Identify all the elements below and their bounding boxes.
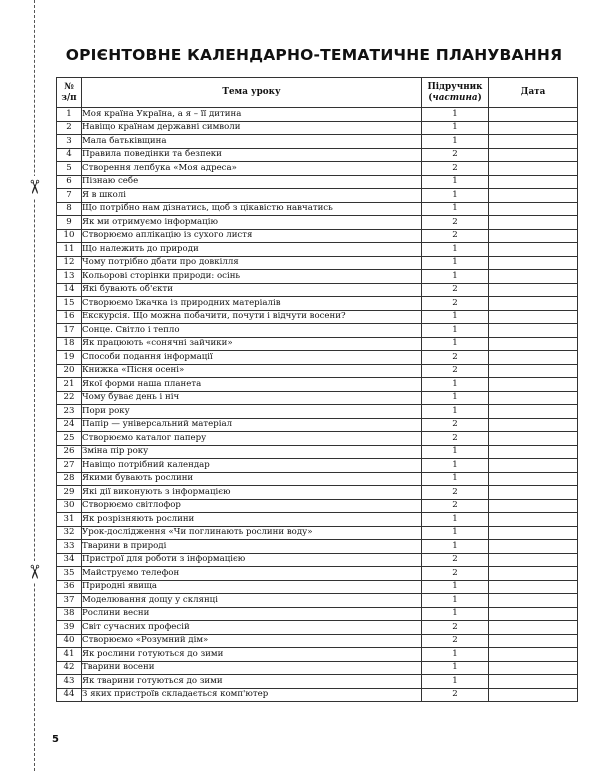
row-textbook-part: 1 (422, 189, 489, 203)
table-row (57, 432, 578, 446)
row-topic: Мала батьківщина (82, 135, 422, 149)
row-date (489, 364, 578, 378)
row-date (489, 324, 578, 338)
row-textbook-part: 2 (422, 297, 489, 311)
row-date (489, 540, 578, 554)
row-date (489, 661, 578, 675)
row-date (489, 580, 578, 594)
row-textbook-part: 1 (422, 310, 489, 324)
row-textbook-part: 1 (422, 661, 489, 675)
row-topic: Пори року (82, 405, 422, 419)
row-date (489, 567, 578, 581)
row-topic: Створюємо світлофор (82, 499, 422, 513)
row-date (489, 216, 578, 230)
row-date (489, 418, 578, 432)
row-textbook-part: 1 (422, 513, 489, 527)
table-row (57, 607, 578, 621)
row-textbook-part: 1 (422, 648, 489, 662)
row-textbook-part: 2 (422, 567, 489, 581)
header-topic: Тема уроку (82, 78, 422, 108)
row-topic: Як рослини готуються до зими (82, 648, 422, 662)
row-textbook-part: 1 (422, 405, 489, 419)
row-date (489, 351, 578, 365)
row-textbook-part: 2 (422, 418, 489, 432)
row-topic: Як ми отримуємо інформацію (82, 216, 422, 230)
row-topic: Створюємо «Розумний дім» (82, 634, 422, 648)
row-number: 26 (57, 445, 82, 459)
row-textbook-part: 1 (422, 270, 489, 284)
row-date (489, 594, 578, 608)
row-topic: Чому буває день і ніч (82, 391, 422, 405)
table-row (57, 189, 578, 203)
row-date (489, 378, 578, 392)
table-row (57, 580, 578, 594)
row-textbook-part: 2 (422, 148, 489, 162)
table-row (57, 648, 578, 662)
row-number: 17 (57, 324, 82, 338)
row-number: 36 (57, 580, 82, 594)
row-textbook-part: 1 (422, 324, 489, 338)
row-topic: Кольорові сторінки природи: осінь (82, 270, 422, 284)
header-number-symbol: № (64, 81, 74, 92)
row-number: 23 (57, 405, 82, 419)
row-textbook-part: 1 (422, 607, 489, 621)
row-topic: Папір — універсальний матеріал (82, 418, 422, 432)
table-row (57, 229, 578, 243)
header-textbook-part: (частина) (428, 92, 482, 103)
table-row (57, 675, 578, 689)
row-topic: Створюємо аплікацію із сухого листя (82, 229, 422, 243)
row-number: 41 (57, 648, 82, 662)
row-textbook-part: 1 (422, 121, 489, 135)
table-row (57, 486, 578, 500)
row-number: 11 (57, 243, 82, 257)
row-number: 32 (57, 526, 82, 540)
row-date (489, 607, 578, 621)
row-textbook-part: 1 (422, 594, 489, 608)
table-row (57, 540, 578, 554)
row-date (489, 270, 578, 284)
row-textbook-part: 2 (422, 553, 489, 567)
page-title: ОРІЄНТОВНЕ КАЛЕНДАРНО-ТЕМАТИЧНЕ ПЛАНУВАННЯ (65, 46, 563, 64)
row-topic: Чому потрібно дбати про довкілля (82, 256, 422, 270)
header-number-abbr: з/п (61, 92, 77, 103)
row-date (489, 553, 578, 567)
row-number: 40 (57, 634, 82, 648)
table-body (57, 108, 578, 702)
row-textbook-part: 1 (422, 135, 489, 149)
table-row (57, 378, 578, 392)
row-date (489, 283, 578, 297)
table-row (57, 472, 578, 486)
row-number: 39 (57, 621, 82, 635)
row-topic: Я в школі (82, 189, 422, 203)
row-number: 14 (57, 283, 82, 297)
table-row (57, 364, 578, 378)
table-row (57, 108, 578, 122)
table-row (57, 634, 578, 648)
table-row (57, 324, 578, 338)
row-textbook-part: 2 (422, 162, 489, 176)
row-topic: Книжка «Пісня осені» (82, 364, 422, 378)
table-row (57, 513, 578, 527)
row-textbook-part: 2 (422, 621, 489, 635)
row-number: 34 (57, 553, 82, 567)
row-date (489, 243, 578, 257)
table-row (57, 135, 578, 149)
row-number: 30 (57, 499, 82, 513)
table-row (57, 553, 578, 567)
row-date (489, 256, 578, 270)
row-number: 21 (57, 378, 82, 392)
header-textbook-label: Підручник (427, 81, 483, 92)
row-number: 22 (57, 391, 82, 405)
row-date (489, 432, 578, 446)
row-topic: Навіщо потрібний календар (82, 459, 422, 473)
row-number: 1 (57, 108, 82, 122)
row-topic: Тварини в природі (82, 540, 422, 554)
row-date (489, 229, 578, 243)
row-number: 24 (57, 418, 82, 432)
table-row (57, 526, 578, 540)
row-date (489, 688, 578, 702)
row-number: 19 (57, 351, 82, 365)
row-topic: Створення лепбука «Моя адреса» (82, 162, 422, 176)
row-number: 10 (57, 229, 82, 243)
row-textbook-part: 1 (422, 391, 489, 405)
row-textbook-part: 1 (422, 445, 489, 459)
row-number: 6 (57, 175, 82, 189)
row-date (489, 162, 578, 176)
row-topic: Екскурсія. Що можна побачити, почути і відчути восени? (82, 310, 422, 324)
row-textbook-part: 2 (422, 486, 489, 500)
row-textbook-part: 2 (422, 499, 489, 513)
row-textbook-part: 2 (422, 351, 489, 365)
row-number: 44 (57, 688, 82, 702)
row-textbook-part: 1 (422, 202, 489, 216)
scissors-icon: ✂ (23, 176, 45, 198)
row-textbook-part: 2 (422, 432, 489, 446)
row-number: 18 (57, 337, 82, 351)
row-number: 35 (57, 567, 82, 581)
header-textbook (422, 78, 489, 108)
row-textbook-part: 1 (422, 675, 489, 689)
row-topic: Які бувають об'єкти (82, 283, 422, 297)
row-topic: Якої форми наша планета (82, 378, 422, 392)
row-topic: Пізнаю себе (82, 175, 422, 189)
row-date (489, 445, 578, 459)
table-row (57, 405, 578, 419)
row-textbook-part: 1 (422, 108, 489, 122)
row-number: 28 (57, 472, 82, 486)
row-date (489, 513, 578, 527)
table-row (57, 594, 578, 608)
row-date (489, 486, 578, 500)
row-date (489, 297, 578, 311)
row-number: 42 (57, 661, 82, 675)
row-number: 2 (57, 121, 82, 135)
row-date (489, 337, 578, 351)
row-topic: З яких пристроїв складається комп'ютер (82, 688, 422, 702)
header-number (57, 78, 82, 108)
row-textbook-part: 2 (422, 216, 489, 230)
row-date (489, 621, 578, 635)
row-number: 7 (57, 189, 82, 203)
table-row (57, 661, 578, 675)
row-date (489, 135, 578, 149)
table-row (57, 688, 578, 702)
row-topic: Створюємо їжачка із природних матеріалів (82, 297, 422, 311)
row-textbook-part: 1 (422, 256, 489, 270)
row-date (489, 202, 578, 216)
table-row (57, 270, 578, 284)
row-number: 33 (57, 540, 82, 554)
row-number: 13 (57, 270, 82, 284)
row-date (489, 148, 578, 162)
row-number: 5 (57, 162, 82, 176)
table-row (57, 499, 578, 513)
row-topic: Якими бувають рослини (82, 472, 422, 486)
row-textbook-part: 2 (422, 364, 489, 378)
row-textbook-part: 1 (422, 459, 489, 473)
row-textbook-part: 2 (422, 229, 489, 243)
row-topic: Сонце. Світло і тепло (82, 324, 422, 338)
row-number: 8 (57, 202, 82, 216)
row-topic: Тварини восени (82, 661, 422, 675)
table-row (57, 621, 578, 635)
table-row (57, 567, 578, 581)
row-textbook-part: 2 (422, 634, 489, 648)
row-textbook-part: 1 (422, 337, 489, 351)
row-number: 29 (57, 486, 82, 500)
page-number: 5 (52, 734, 59, 745)
row-date (489, 459, 578, 473)
row-date (489, 391, 578, 405)
table-row (57, 351, 578, 365)
scissors-icon: ✂ (23, 561, 45, 583)
row-topic: Природні явища (82, 580, 422, 594)
row-topic: Як розрізняють рослини (82, 513, 422, 527)
table-row (57, 216, 578, 230)
row-topic: Зміна пір року (82, 445, 422, 459)
row-date (489, 189, 578, 203)
row-number: 37 (57, 594, 82, 608)
row-number: 27 (57, 459, 82, 473)
table-row (57, 418, 578, 432)
row-topic: Правила поведінки та безпеки (82, 148, 422, 162)
table-row (57, 202, 578, 216)
header-date: Дата (489, 78, 578, 108)
row-topic: Моя країна Україна, а я – її дитина (82, 108, 422, 122)
row-number: 4 (57, 148, 82, 162)
row-topic: Майструємо телефон (82, 567, 422, 581)
row-number: 31 (57, 513, 82, 527)
row-textbook-part: 1 (422, 243, 489, 257)
table-row (57, 175, 578, 189)
cut-line (34, 0, 35, 771)
row-number: 9 (57, 216, 82, 230)
table-row (57, 297, 578, 311)
row-date (489, 405, 578, 419)
row-textbook-part: 1 (422, 526, 489, 540)
row-textbook-part: 1 (422, 540, 489, 554)
table-row (57, 121, 578, 135)
row-number: 25 (57, 432, 82, 446)
table-row (57, 459, 578, 473)
row-textbook-part: 2 (422, 688, 489, 702)
row-date (489, 526, 578, 540)
row-topic: Навіщо країнам державні символи (82, 121, 422, 135)
row-topic: Моделювання дощу у склянці (82, 594, 422, 608)
table-row (57, 310, 578, 324)
row-number: 15 (57, 297, 82, 311)
row-textbook-part: 1 (422, 378, 489, 392)
row-date (489, 472, 578, 486)
row-date (489, 675, 578, 689)
table-row (57, 391, 578, 405)
row-date (489, 310, 578, 324)
row-number: 3 (57, 135, 82, 149)
row-topic: Пристрої для роботи з інформацією (82, 553, 422, 567)
row-topic: Які дії виконують з інформацією (82, 486, 422, 500)
planning-table (56, 77, 578, 702)
row-topic: Створюємо каталог паперу (82, 432, 422, 446)
row-date (489, 648, 578, 662)
table-row (57, 243, 578, 257)
row-date (489, 634, 578, 648)
table-row (57, 337, 578, 351)
row-number: 38 (57, 607, 82, 621)
table-row (57, 283, 578, 297)
row-date (489, 499, 578, 513)
row-topic: Як тварини готуються до зими (82, 675, 422, 689)
row-topic: Як працюють «сонячні зайчики» (82, 337, 422, 351)
row-date (489, 175, 578, 189)
row-topic: Світ сучасних професій (82, 621, 422, 635)
row-number: 20 (57, 364, 82, 378)
row-topic: Урок-дослідження «Чи поглинають рослини воду» (82, 526, 422, 540)
row-date (489, 108, 578, 122)
row-textbook-part: 2 (422, 283, 489, 297)
row-topic: Способи подання інформації (82, 351, 422, 365)
row-topic: Що потрібно нам дізнатись, щоб з цікавістю навчатись (82, 202, 422, 216)
row-topic: Рослини весни (82, 607, 422, 621)
row-textbook-part: 1 (422, 175, 489, 189)
table-row (57, 445, 578, 459)
row-date (489, 121, 578, 135)
row-textbook-part: 1 (422, 580, 489, 594)
row-number: 12 (57, 256, 82, 270)
row-textbook-part: 1 (422, 472, 489, 486)
table-row (57, 162, 578, 176)
row-number: 16 (57, 310, 82, 324)
table-row (57, 148, 578, 162)
table-row (57, 256, 578, 270)
row-number: 43 (57, 675, 82, 689)
table-header (57, 78, 578, 108)
row-topic: Що належить до природи (82, 243, 422, 257)
